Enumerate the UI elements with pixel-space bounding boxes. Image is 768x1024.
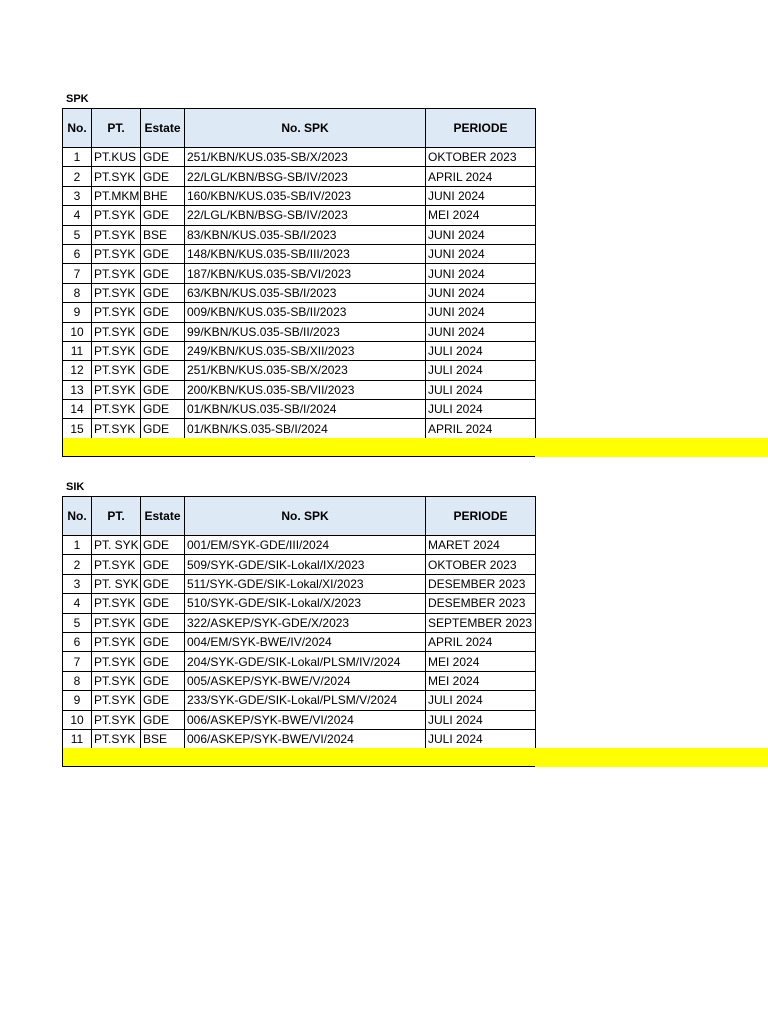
table-row: [63, 322, 536, 341]
cell-no-spk: 204/SYK-GDE/SIK-Lokal/PLSM/IV/2024: [185, 652, 426, 671]
cell-no: 6: [63, 632, 92, 651]
cell-no: 8: [63, 283, 92, 302]
cell-pt: PT.SYK: [92, 244, 141, 263]
sik-title: SIK: [66, 481, 85, 493]
cell-estate: GDE: [141, 691, 185, 710]
table-row: [63, 186, 536, 205]
cell-pt: PT.SYK: [92, 652, 141, 671]
cell-periode: JULI 2024: [426, 729, 536, 748]
cell-estate: GDE: [141, 632, 185, 651]
cell-pt: PT.SYK: [92, 555, 141, 574]
cell-estate: GDE: [141, 536, 185, 555]
cell-periode: JUNI 2024: [426, 186, 536, 205]
cell-periode: MARET 2024: [426, 536, 536, 555]
spk-highlight-row: [62, 438, 768, 457]
table-row: [63, 225, 536, 244]
table-row: [63, 400, 536, 419]
cell-estate: GDE: [141, 555, 185, 574]
cell-pt: PT.KUS: [92, 148, 141, 167]
cell-periode: OKTOBER 2023: [426, 148, 536, 167]
cell-pt: PT.SYK: [92, 303, 141, 322]
cell-estate: GDE: [141, 652, 185, 671]
sik-section: [62, 478, 536, 749]
cell-no: 5: [63, 613, 92, 632]
cell-no-spk: 01/KBN/KUS.035-SB/I/2024: [185, 400, 426, 419]
cell-estate: GDE: [141, 613, 185, 632]
cell-pt: PT.SYK: [92, 341, 141, 360]
cell-estate: BSE: [141, 225, 185, 244]
sik-table: [62, 496, 536, 749]
cell-estate: GDE: [141, 283, 185, 302]
cell-no: 11: [63, 341, 92, 360]
cell-periode: MEI 2024: [426, 652, 536, 671]
sik-header-row: [63, 497, 536, 536]
table-row: [63, 574, 536, 593]
cell-periode: JULI 2024: [426, 380, 536, 399]
cell-periode: APRIL 2024: [426, 632, 536, 651]
cell-estate: GDE: [141, 303, 185, 322]
cell-no-spk: 83/KBN/KUS.035-SB/I/2023: [185, 225, 426, 244]
table-row: [63, 341, 536, 360]
cell-periode: MEI 2024: [426, 671, 536, 690]
spk-header-pt: PT.: [92, 109, 141, 148]
cell-pt: PT. SYK: [92, 574, 141, 593]
cell-no-spk: 251/KBN/KUS.035-SB/X/2023: [185, 148, 426, 167]
cell-estate: GDE: [141, 361, 185, 380]
cell-estate: GDE: [141, 419, 185, 438]
cell-pt: PT.SYK: [92, 613, 141, 632]
cell-pt: PT.SYK: [92, 167, 141, 186]
sik-header-no-spk: No. SPK: [185, 497, 426, 536]
cell-estate: GDE: [141, 264, 185, 283]
cell-periode: JUNI 2024: [426, 283, 536, 302]
cell-periode: JULI 2024: [426, 361, 536, 380]
cell-no: 1: [63, 148, 92, 167]
sik-highlight-row: [62, 748, 768, 767]
spk-header-periode: PERIODE: [426, 109, 536, 148]
cell-pt: PT.SYK: [92, 225, 141, 244]
cell-pt: PT.SYK: [92, 322, 141, 341]
cell-pt: PT.SYK: [92, 710, 141, 729]
table-row: [63, 206, 536, 225]
table-row: [63, 167, 536, 186]
cell-no-spk: 511/SYK-GDE/SIK-Lokal/XI/2023: [185, 574, 426, 593]
cell-no-spk: 510/SYK-GDE/SIK-Lokal/X/2023: [185, 594, 426, 613]
cell-no-spk: 251/KBN/KUS.035-SB/X/2023: [185, 361, 426, 380]
table-row: [63, 283, 536, 302]
cell-pt: PT.SYK: [92, 206, 141, 225]
cell-no-spk: 004/EM/SYK-BWE/IV/2024: [185, 632, 426, 651]
sik-table-body: [63, 536, 536, 749]
cell-pt: PT. SYK: [92, 536, 141, 555]
table-row: [63, 691, 536, 710]
table-row: [63, 536, 536, 555]
cell-no-spk: 22/LGL/KBN/BSG-SB/IV/2023: [185, 206, 426, 225]
cell-estate: GDE: [141, 244, 185, 263]
cell-estate: GDE: [141, 148, 185, 167]
sik-header-no: No.: [63, 497, 92, 536]
cell-no-spk: 148/KBN/KUS.035-SB/III/2023: [185, 244, 426, 263]
cell-pt: PT.SYK: [92, 419, 141, 438]
cell-no: 9: [63, 303, 92, 322]
table-row: [63, 264, 536, 283]
cell-no: 3: [63, 574, 92, 593]
table-row: [63, 555, 536, 574]
cell-periode: DESEMBER 2023: [426, 594, 536, 613]
cell-no-spk: 005/ASKEP/SYK-BWE/V/2024: [185, 671, 426, 690]
cell-no-spk: 233/SYK-GDE/SIK-Lokal/PLSM/V/2024: [185, 691, 426, 710]
cell-periode: JULI 2024: [426, 341, 536, 360]
cell-no: 12: [63, 361, 92, 380]
table-row: [63, 303, 536, 322]
cell-no-spk: 187/KBN/KUS.035-SB/VI/2023: [185, 264, 426, 283]
table-row: [63, 652, 536, 671]
cell-no: 3: [63, 186, 92, 205]
cell-estate: GDE: [141, 322, 185, 341]
cell-no: 9: [63, 691, 92, 710]
cell-pt: PT.SYK: [92, 400, 141, 419]
cell-periode: APRIL 2024: [426, 419, 536, 438]
cell-no-spk: 99/KBN/KUS.035-SB/II/2023: [185, 322, 426, 341]
table-row: [63, 361, 536, 380]
cell-estate: BSE: [141, 729, 185, 748]
cell-estate: GDE: [141, 710, 185, 729]
cell-estate: GDE: [141, 341, 185, 360]
spk-header-row: [63, 109, 536, 148]
cell-no: 1: [63, 536, 92, 555]
table-row: [63, 710, 536, 729]
spk-table: [62, 108, 536, 439]
cell-no-spk: 006/ASKEP/SYK-BWE/VI/2024: [185, 710, 426, 729]
cell-estate: GDE: [141, 400, 185, 419]
cell-no: 10: [63, 710, 92, 729]
table-row: [63, 671, 536, 690]
cell-no-spk: 006/ASKEP/SYK-BWE/VI/2024: [185, 729, 426, 748]
cell-pt: PT.SYK: [92, 729, 141, 748]
cell-periode: JUNI 2024: [426, 303, 536, 322]
table-row: [63, 632, 536, 651]
cell-estate: GDE: [141, 671, 185, 690]
cell-estate: GDE: [141, 574, 185, 593]
table-row: [63, 244, 536, 263]
cell-no-spk: 249/KBN/KUS.035-SB/XII/2023: [185, 341, 426, 360]
cell-no: 2: [63, 167, 92, 186]
cell-estate: GDE: [141, 594, 185, 613]
cell-periode: JUNI 2024: [426, 264, 536, 283]
sik-header-estate: Estate: [141, 497, 185, 536]
cell-pt: PT.SYK: [92, 691, 141, 710]
cell-no: 11: [63, 729, 92, 748]
cell-periode: JUNI 2024: [426, 225, 536, 244]
cell-no-spk: 160/KBN/KUS.035-SB/IV/2023: [185, 186, 426, 205]
sik-header-periode: PERIODE: [426, 497, 536, 536]
spk-table-body: [63, 148, 536, 439]
cell-no: 5: [63, 225, 92, 244]
table-row: [63, 148, 536, 167]
sik-header-pt: PT.: [92, 497, 141, 536]
cell-periode: DESEMBER 2023: [426, 574, 536, 593]
cell-no-spk: 22/LGL/KBN/BSG-SB/IV/2023: [185, 167, 426, 186]
cell-no: 14: [63, 400, 92, 419]
cell-no-spk: 509/SYK-GDE/SIK-Lokal/IX/2023: [185, 555, 426, 574]
cell-no: 8: [63, 671, 92, 690]
cell-estate: BHE: [141, 186, 185, 205]
cell-periode: JULI 2024: [426, 691, 536, 710]
cell-estate: GDE: [141, 167, 185, 186]
spk-header-no-spk: No. SPK: [185, 109, 426, 148]
spk-header-no: No.: [63, 109, 92, 148]
spk-title: SPK: [66, 93, 89, 105]
cell-no-spk: 009/KBN/KUS.035-SB/II/2023: [185, 303, 426, 322]
cell-no-spk: 001/EM/SYK-GDE/III/2024: [185, 536, 426, 555]
cell-pt: PT.SYK: [92, 380, 141, 399]
cell-periode: OKTOBER 2023: [426, 555, 536, 574]
cell-estate: GDE: [141, 206, 185, 225]
cell-no: 7: [63, 652, 92, 671]
cell-periode: SEPTEMBER 2023: [426, 613, 536, 632]
spk-header-estate: Estate: [141, 109, 185, 148]
cell-periode: JUNI 2024: [426, 244, 536, 263]
spk-section: [62, 90, 536, 439]
cell-pt: PT.SYK: [92, 671, 141, 690]
cell-pt: PT.SYK: [92, 594, 141, 613]
cell-no: 10: [63, 322, 92, 341]
cell-pt: PT.SYK: [92, 632, 141, 651]
table-row: [63, 594, 536, 613]
table-row: [63, 613, 536, 632]
cell-no: 15: [63, 419, 92, 438]
cell-no-spk: 200/KBN/KUS.035-SB/VII/2023: [185, 380, 426, 399]
cell-periode: JULI 2024: [426, 400, 536, 419]
table-row: [63, 380, 536, 399]
table-row: [63, 729, 536, 748]
table-row: [63, 419, 536, 438]
cell-pt: PT.SYK: [92, 283, 141, 302]
cell-pt: PT.SYK: [92, 264, 141, 283]
cell-no: 13: [63, 380, 92, 399]
cell-no: 6: [63, 244, 92, 263]
cell-estate: GDE: [141, 380, 185, 399]
cell-pt: PT.SYK: [92, 361, 141, 380]
cell-no: 2: [63, 555, 92, 574]
cell-no-spk: 322/ASKEP/SYK-GDE/X/2023: [185, 613, 426, 632]
cell-pt: PT.MKM: [92, 186, 141, 205]
cell-periode: MEI 2024: [426, 206, 536, 225]
cell-periode: APRIL 2024: [426, 167, 536, 186]
cell-periode: JUNI 2024: [426, 322, 536, 341]
cell-no: 4: [63, 594, 92, 613]
cell-periode: JULI 2024: [426, 710, 536, 729]
cell-no: 4: [63, 206, 92, 225]
cell-no-spk: 01/KBN/KS.035-SB/I/2024: [185, 419, 426, 438]
cell-no: 7: [63, 264, 92, 283]
cell-no-spk: 63/KBN/KUS.035-SB/I/2023: [185, 283, 426, 302]
